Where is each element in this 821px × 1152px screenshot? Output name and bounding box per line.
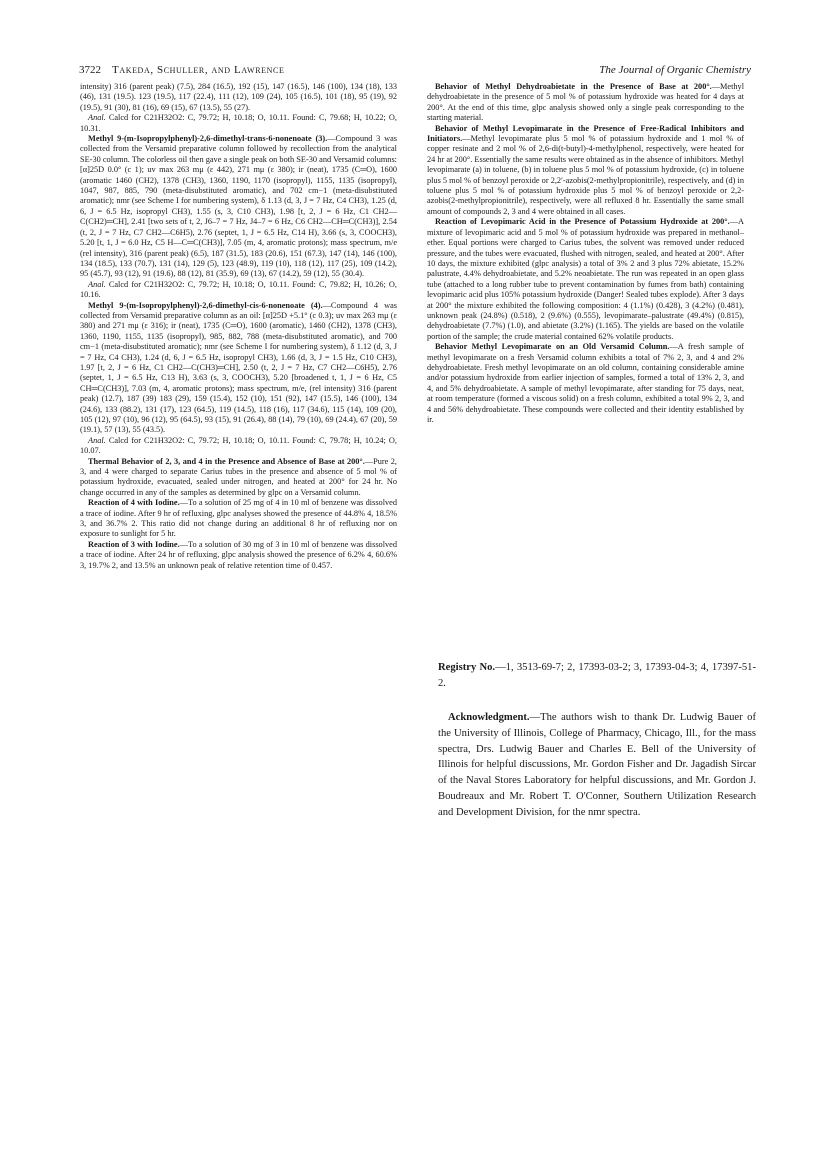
analysis-label: Anal. bbox=[88, 113, 106, 123]
section-reaction-3-iodine bbox=[80, 540, 397, 571]
analysis-text: Calcd for C21H32O2: C, 79.72; H, 10.18; O, 10.11. Found: C, 79.78; H, 10.24; O, 10.07. bbox=[80, 435, 397, 456]
section-title: Thermal Behavior of 2, 3, and 4 in the Presence and Absence of Base at 200°. bbox=[88, 456, 365, 466]
right-column bbox=[427, 82, 744, 425]
section-title: Methyl 9-(m-Isopropylphenyl)-2,6-dimethyl-cis-6-nonenoate (4). bbox=[88, 300, 323, 310]
section-levopimarate-inhibitors bbox=[427, 124, 744, 218]
section-cis-nonenoate bbox=[80, 301, 397, 436]
section-title: Reaction of Levopimaric Acid in the Presence of Potassium Hydroxide at 200°. bbox=[435, 217, 730, 227]
section-dehydroabietate-base bbox=[427, 82, 744, 124]
section-trans-nonenoate bbox=[80, 134, 397, 280]
section-body: —Methyl dehydroabietate in the presence of 5 mol % of potassium hydroxide was heated for 4 days at 200°. At the end of this time, glpc analysis showed only a single peak corresponding to the starting material. bbox=[427, 82, 744, 123]
acknowledgment-text: —The authors wish to thank Dr. Ludwig Bauer of the University of Illinois, College of Pharmacy, Chicago, Ill., for the mass spectra, Drs. Ludwig Bauer and Charles E. Bell of the University of Illinois for helpful discussions, Mr. Gordon Fisher and Dr. Jagadish Sircar of the Naval Stores Laboratory for helpful discussions, and Mr. Gordon J. Boudreaux and Mr. Robert T. O'Conner, Southern Utilization Research and Development Division, for the nmr spectra. bbox=[438, 712, 756, 818]
section-body: —A fresh sample of methyl levopimarate on a fresh Versamid column exhibits a total of 7% 2, 3, and 4 and 2% dehydroabietate. Fresh methyl levopimarate on an old column, containing considerable amine and/or potassium hydroxide from earlier injection of samples, formed a total of 13% 2, 3, and 4, and 5% dehydroabietate. A sample of methyl levopimarate, after standing for 75 days, neat, at room temperature (formed a viscous solid) on a fresh column, exhibited a total 9% 2, 3, and 4 and 56% dehydroabietate. These compounds were collected and their identity established by ir. bbox=[427, 342, 744, 424]
mass-spectrum-continuation: intensity) 316 (parent peak) (7.5), 284 (16.5), 192 (15), 147 (16.5), 146 (100), 134 (18), 133 (46), 131 (19.5). 123 (19.5), 117 (22.4), 111 (12), 109 (24), 105 (16.5), 101 (18), 95 (19), 92 (19.5), 91 (30), 81 (16), 69 (15), 67 (13.5), 55 (27). bbox=[80, 82, 397, 112]
section-thermal-behavior bbox=[80, 457, 397, 499]
section-old-versamid-column bbox=[427, 342, 744, 425]
analysis-label: Anal. bbox=[88, 435, 106, 445]
analysis-paragraph bbox=[80, 436, 397, 457]
section-body: —Methyl levopimarate plus 5 mol % of potassium hydroxide and 1 mol % of copper resinate and 2 mol % of 2,6-di(t-butyl)-4-methylphenol, respectively, were heated for 24 hr at 200°. Essentially the same results were obtained as in the absence of inhibitors. Methyl levopimarate (a) in toluene, (b) in toluene plus 5 mol % of potassium hydroxide, (c) in toluene plus 5 mol % of benzoyl peroxide or 2,2′-azobis(2-methylpropionitrile), respectively, and (d) in toluene plus 5 mol % of potassium hydroxide plus 5 mol % of benzoyl peroxide or 2,2-azobis(2-methylpropionitrile), respectively, were all refluxed 8 hr. Essentially the same small amount of compounds 2, 3 and 4 were obtained in all cases. bbox=[427, 134, 744, 216]
acknowledgment bbox=[438, 710, 756, 821]
section-title: Behavior Methyl Levopimarate on an Old Versamid Column. bbox=[435, 342, 670, 352]
section-body: —A mixture of levopimaric acid and 5 mol % of potassium hydroxide was prepared in methanol–ether. Equal portions were charged to Carius tubes, the solvent was removed under reduced pressure, and the tubes were evacuated, flushed with nitrogen, sealed, and heated at 200°. After 10 days, the mixture exhibited (glpc analysis) a total of 3% 2 and 3 plus 72% abietate, 15.2% palustrate, 4.4% dehydroabietate, and 5.2% neoabietate. The run was repeated in an open glass tube (attached to a long rubber tube to prevent contamination by fumes from bath) containing levopimaric acid plus 105% potassium hydroxide (Danger! Sealed tubes explode). After 3 days at 200° the mixture exhibited the following composition: 4 (1.1%) (0.428), 3 (4.2%) (0.481), unknown peak (24.8%) (0.518), 2 (9.6%) (0.555), levopimarate–palustrate (49.4%) (0.815), dehydroabietate (7.7%) (1.0), and abietate (3.2%) (1.165). The yields are based on the volatile portion of the sample; the crude material contained 62% volatile products. bbox=[427, 217, 744, 341]
analysis-paragraph bbox=[80, 113, 397, 134]
section-reaction-4-iodine bbox=[80, 498, 397, 540]
section-title: Methyl 9-(m-Isopropylphenyl)-2,6-dimethyl-trans-6-nonenoate (3). bbox=[88, 134, 328, 144]
analysis-text: Calcd for C21H32O2: C, 79.72; H, 10.18; O, 10.11. Found: C, 79.68; H, 10.22; O, 10.31. bbox=[80, 113, 397, 133]
section-title: Reaction of 4 with Iodine. bbox=[88, 498, 180, 508]
section-body: —To a solution of 25 mg of 4 in 10 ml of benzene was dissolved a trace of iodine. After 9 hr of refluxing, glpc analyses showed the presence of 44.8% 4, 18.5% 3, and 36.7% 2. This ratio did not change during an additional 8 hr of refluxing nor on exposure to sunlight for 5 hr. bbox=[80, 498, 397, 539]
page-number: 3722 bbox=[79, 64, 101, 76]
registry-text: —1, 3513-69-7; 2, 17393-03-2; 3, 17393-04-3; 4, 17397-51-2. bbox=[438, 662, 756, 689]
acknowledgment-label: Acknowledgment. bbox=[448, 712, 530, 723]
section-title: Reaction of 3 with Iodine. bbox=[88, 539, 180, 549]
running-authors: Takeda, Schuller, and Lawrence bbox=[112, 64, 285, 76]
journal-title: The Journal of Organic Chemistry bbox=[599, 64, 751, 76]
section-body: —To a solution of 30 mg of 3 in 10 ml of benzene was dissolved a trace of iodine. After 24 hr of refluxing, glpc analysis showed the presence of 6.2% 4, 60.6% 3, 19.7% 2, and 13.5% an unknown peak of relative retention time of 0.457. bbox=[80, 539, 397, 570]
section-body: —Compound 3 was collected from the Versamid preparative column followed by recollection from the analytical SE-30 column. The colorless oil then gave a single peak on both SE-30 and Versamid columns: [α]25D 0.0° (c 1); uv max 263 mμ (ε 442), 271 mμ (ε 380); ir (neat), 1735 (C═O), 1600 (aromatic 1460 (CH2), 1378 (CH3), 1360, 1190, 1170 (isopropyl), 1155, 1135 (isopropyl), 1047, 987, 885, 790 (meta-disubstituted aromatic), and 702 cm−1 (meta-disubstituted aromatic); nmr (see Scheme I for numbering system), δ 1.13 (d, 3, J = 7 Hz, C4 CH3), 1.25 (d, 6, J = 6.5 Hz, isopropyl CH3), 1.55 (s, 3, C10 CH3), 1.98 [t, 2, J = 6 Hz, C1 CH2—C(CH2)═CH], 2.41 [two sets of t, 2, J6–7 = 7 Hz, J4–7 = 6 Hz, C6 CH2—CH═C(CH3)], 2.54 (t, 2, J = 7 Hz, C7 CH2—C6H5), 2.76 (septet, 1, J = 6.5 Hz, C14 H), 3.66 (s, 3, COOCH3), 5.20 [t, 1, J = 6.0 Hz, C5 H—C═C(CH3)], 7.05 (m, 4, aromatic protons); mass spectrum, m/e (rel intensity), 316 (parent peak) (6.5), 187 (31.5), 183 (20.6), 151 (67.3), 147 (14), 146 (100), 134 (18.5), 133 (70.7), 131 (14), 129 (5), 123 (48.9), 119 (10), 118 (12), 117 (25), 109 (14.2), 95 (45.7), 93 (12), 91 (19.6), 88 (12), 81 (35.9), 69 (13), 67 (14.2), 59 (12), 55 (30.4). bbox=[80, 134, 397, 279]
section-levopimaric-acid-koh bbox=[427, 217, 744, 342]
running-header bbox=[79, 64, 751, 80]
section-body: —Compound 4 was collected from Versamid preparative column as an oil: [α]25D +5.1° (c 0.3); uv max 263 mμ (ε 380) and 271 mμ (ε 316); ir (neat), 1735 (C═O), 1600 (aromatic), 1460 (CH2), 1378 (CH3), 1360, 1190, 1155, 1135 (isopropyl), 985, 882, 788 (meta-disubstituted aromatic), and 700 cm−1 (meta-disubstituted aromatic); nmr (see Scheme I for numbering system), δ 1.12 (d, 3, J = 7 Hz, C4 CH3), 1.24 (d, 6, J = 6.5 Hz, isopropyl CH3), 1.66 (d, 3, J = 1.5 Hz, C10 CH3), 1.97 [t, 2, J = 6 Hz, C1 CH2—C(CH3)═CH], 2.50 (t, 2, J = 7 Hz, C7 CH2—C6H5), 2.76 (septet, 1, J = 6.5 Hz, C13 H), 3.63 (s, 3, COOCH3), 5.20 [broadened t, 1, J = 6 Hz, C5 CH═C(CH3)], 7.03 (m, 4, aromatic protons); mass spectrum, m/e, (rel intensity) 316 (parent peak) (12.7), 187 (39) 183 (29), 159 (15.4), 152 (10), 151 (92), 147 (15.5), 146 (100), 134 (24.6), 133 (88.2), 131 (17), 123 (64.5), 119 (14.5), 118 (16), 117 (34.6), 115 (14), 109 (20), 105 (12), 97 (10), 96 (12), 95 (64.5), 93 (15), 91 (26.4), 88 (14), 79 (10), 69 (24.4), 67 (20), 59 (19.1), 57 (13), 55 (43.5). bbox=[80, 300, 397, 435]
left-column bbox=[80, 82, 397, 571]
section-body: —Pure 2, 3, and 4 were charged to separate Carius tubes in the presence and absence of 5 mol % of potassium hydroxide, evacuated, sealed under nitrogen, and heated at 200° for 24 hr. No change occurred in any of the samples as determined by glpc on a Versamid column. bbox=[80, 456, 397, 497]
analysis-paragraph bbox=[80, 280, 397, 301]
analysis-label: Anal. bbox=[88, 279, 106, 289]
registry-label: Registry No. bbox=[438, 662, 496, 673]
registry-numbers bbox=[438, 660, 756, 691]
analysis-text: Calcd for C21H32O2: C, 79.72; H, 10.18; O, 10.11. Found: C, 79.82; H, 10.26; O, 10.16. bbox=[80, 279, 397, 300]
section-title: Behavior of Methyl Levopimarate in the Presence of Free-Radical Inhibitors and Initiators. bbox=[427, 123, 744, 144]
section-title: Behavior of Methyl Dehydroabietate in the Presence of Base at 200°. bbox=[435, 82, 712, 91]
